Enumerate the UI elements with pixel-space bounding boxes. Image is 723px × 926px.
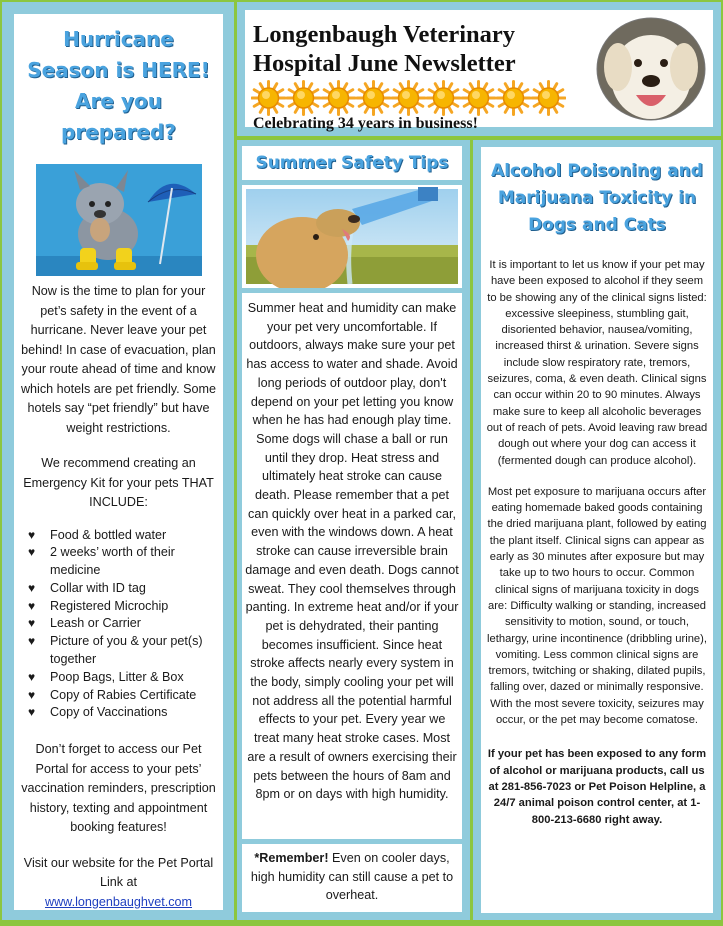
labrador-photo (596, 17, 706, 126)
hurricane-intro: Now is the time to plan for your pet’s safety in the event of a hurricane. Never leave your pet behind! In case of evacuation, plan your route ahead of time and know which hotels are pet friendly. Some hotels say “pet friendly” but have weight restrictions. (20, 284, 217, 435)
kit-intro: We recommend creating an Emergency Kit for your pets THAT INCLUDE: (23, 456, 214, 509)
marijuana-paragraph: Most pet exposure to marijuana occurs after eating homemade baked goods containing the dried marijuana plant, followed by eating the plant itself. Clinical signs can appear as early as 30 minutes after exposure but may take up to two hours to occur. Common clinical signs of marijuana toxicity in dogs are: Difficulty walking or standing, increased sensitivity to motion, sound, or touch, lethargy, urine incontinence (dribbling urine), vomiting. Less common clinical signs are tremors, twitching or shaking, dilated pupils, falling over, dazed or minimally responsive. With the most severe toxicity, seizures may occur, or the pet may become comatose. (487, 485, 707, 727)
hurricane-content (14, 14, 223, 910)
toxicity-title: Alcohol Poisoning and Marijuana Toxicity in Dogs and Cats (491, 161, 703, 235)
summer-safety-title: Summer Safety Tips (255, 153, 449, 173)
remember-label: *Remember! (254, 851, 329, 865)
dog-drinking-photo (242, 185, 462, 288)
heart-bullet-icon: ♥ (28, 616, 36, 631)
summer-safety-panel (237, 140, 470, 920)
list-item: ♥ Food & bottled water (28, 527, 217, 545)
sun-icon (391, 80, 426, 116)
heart-bullet-icon: ♥ (28, 545, 36, 560)
sun-icon (426, 80, 461, 116)
list-item: ♥ Collar with ID tag (28, 580, 217, 598)
hurricane-panel (2, 2, 234, 920)
heart-bullet-icon: ♥ (28, 634, 36, 649)
visit-text: Visit our website for the Pet Portal Link at (23, 855, 214, 890)
heart-bullet-icon: ♥ (28, 580, 36, 595)
heart-bullet-icon: ♥ (28, 669, 36, 684)
header-panel (237, 2, 721, 136)
sun-icon (461, 80, 496, 116)
heart-bullet-icon: ♥ (28, 527, 36, 542)
list-item: ♥ Registered Microchip (28, 598, 217, 616)
newsletter-title: Longenbaugh Veterinary Hospital June Newsletter (253, 21, 516, 77)
sun-icon (531, 80, 566, 116)
sun-row (251, 80, 566, 116)
heart-bullet-icon: ♥ (28, 598, 36, 613)
list-item: ♥ Leash or Carrier (28, 615, 217, 633)
heart-bullet-icon: ♥ (28, 687, 36, 702)
hurricane-title: Hurricane Season is HERE! Are you prepared? (27, 27, 210, 144)
anniversary-subtitle: Celebrating 34 years in business! (253, 115, 478, 132)
header-content (245, 10, 713, 132)
pet-portal-text: Don’t forget to access our Pet Portal for access to your pets’ vaccination reminders, prescription history, texting and appointment booking features! (21, 742, 216, 835)
list-item: ♥ Poop Bags, Litter & Box (28, 669, 217, 687)
alcohol-paragraph: It is important to let us know if your pet may have been exposed to alcohol if they seem to be showing any of the clinical signs listed: excessive sleepiness, stumbling gait, disoriented behavior, nausea/vomiting, increased thirst & urination. Severe signs include slow respiratory rate, tremors, seizures, coma, & even death. Clinical signs can occur within 20 to 90 minutes. Always make sure to keep all alcoholic beverages out of reach of pets. Avoid leaving raw bread dough out where your dog can access it (fermented dough can produce alcohol). (486, 259, 708, 467)
list-item: ♥ Copy of Rabies Certificate (28, 687, 217, 705)
heart-bullet-icon: ♥ (28, 705, 36, 720)
list-item: ♥ 2 weeks’ worth of their medicine (28, 545, 175, 578)
sun-icon (356, 80, 391, 116)
list-item: ♥ Copy of Vaccinations (28, 704, 217, 722)
kit-list (28, 527, 217, 723)
toxicity-panel (473, 140, 721, 920)
sun-icon (496, 80, 531, 116)
poison-helpline-paragraph: If your pet has been exposed to any form of alcohol or marijuana products, call us at 281-856-7023 or Pet Poison Helpline, a 24/7 animal poison control center, at 1-800-213-6680 right away. (487, 748, 707, 826)
remember-box (242, 844, 462, 912)
sun-icon (286, 80, 321, 116)
list-item: ♥ Picture of you & your pet(s) together (28, 634, 203, 667)
sun-icon (321, 80, 356, 116)
hurricane-photo (36, 164, 202, 276)
website-link[interactable]: www.longenbaughvet.com (44, 894, 193, 909)
toxicity-content (481, 147, 713, 913)
remember-text: Even on cooler days, high humidity can still cause a pet to overheat. (250, 851, 454, 903)
summer-safety-body: Summer heat and humidity can make your pet very uncomfortable. If outdoors, always make sure your pet has access to water and shade. Avoid long periods of outdoor play, don't depend on your pet letting you know when he has had enough play time. Some dogs will chase a ball or run until they drop. Heat stress and ultimately heat stroke can cause death. Please remember that a pet can quickly over heat in a parked car, even with the windows down. A heat stroke can cause irreversible brain damage and even death. Dogs cannot sweat. They cool themselves through panting. In extreme heat and/or if your pet is dehydrated, their panting becomes insufficient. Since heat stroke affects nearly every system in the body, simply cooling your pet will not address all the potential harmful effects to your pet. Every year we treat many heat stroke cases. Most are a result of owners exercising their pets between the hours of 8am and 8pm or on days with high humidity. (245, 301, 459, 802)
sun-icon (251, 80, 286, 116)
